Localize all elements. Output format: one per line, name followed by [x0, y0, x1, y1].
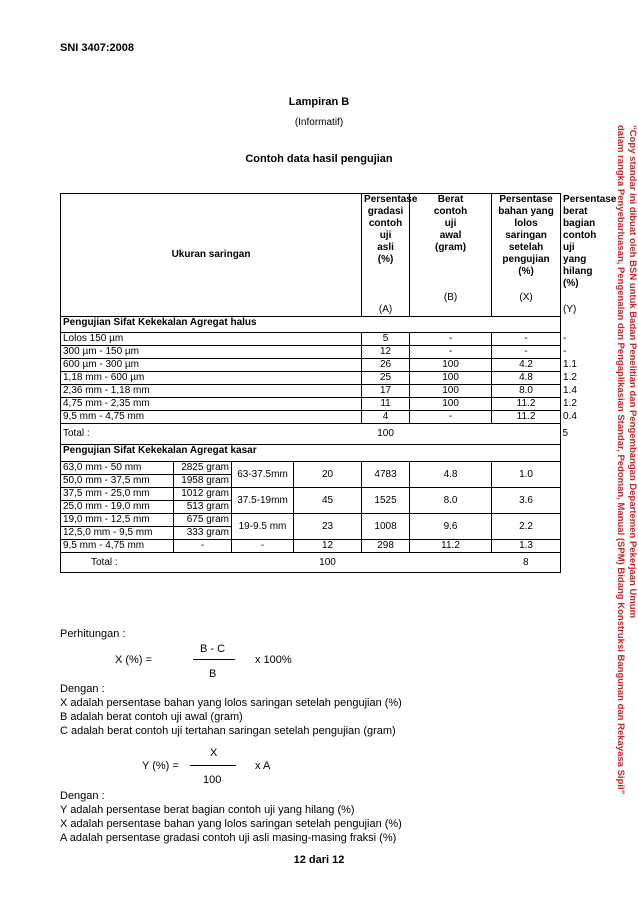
- header-col-b: Berat contoh uji awal (gram) (B): [410, 194, 492, 317]
- kasar-row: [61, 462, 561, 475]
- kasar-cell-range: 19-9.5 mm: [232, 514, 294, 540]
- halus-cell-x: 8.0: [492, 385, 561, 398]
- kasar-cell-a: 23: [294, 514, 362, 540]
- header-ukuran-saringan: Ukuran saringan: [61, 194, 362, 317]
- definition-x: X adalah persentase bahan yang lolos saringan setelah pengujian (%): [60, 697, 402, 709]
- halus-cell-b: -: [410, 346, 492, 359]
- halus-cell-ukuran: 4,75 mm - 2,35 mm: [61, 398, 362, 411]
- definition-c: C adalah berat contoh uji tertahan saringan setelah pengujian (gram): [60, 725, 396, 737]
- halus-cell-b: 100: [410, 372, 492, 385]
- halus-row: 300 µm - 150 µm 12 - - -: [61, 346, 561, 359]
- halus-cell-ukuran: 1,18 mm - 600 µm: [61, 372, 362, 385]
- halus-cell-ukuran: Lolos 150 µm: [61, 333, 362, 346]
- kasar-row: [61, 488, 561, 501]
- halus-cell-a: 26: [362, 359, 410, 372]
- halus-cell-ukuran: 2,36 mm - 1,18 mm: [61, 385, 362, 398]
- halus-cell-b: 100: [410, 359, 492, 372]
- kasar-cell-b: 1525: [362, 488, 410, 514]
- section-row-kasar: Pengujian Sifat Kekekalan Agregat kasar: [61, 445, 561, 462]
- kasar-cell-range: 37.5-19mm: [232, 488, 294, 514]
- appendix-type: (Informatif): [294, 117, 344, 128]
- appendix-title: Lampiran B: [288, 96, 350, 108]
- halus-cell-a: 17: [362, 385, 410, 398]
- page-number: 12 dari 12: [293, 854, 345, 866]
- total-row-halus: Total : 100 5: [61, 424, 561, 445]
- formula-y-lhs: Y (%) =: [142, 760, 179, 772]
- watermark-line-2: dalam rangka Penyebarluasan, Pengenalan dan Pengaplikasian Standar, Pedoman, Manual (SPM) Bidang Konstruksi Bangunan dan Rekayasa Sipil”: [615, 125, 626, 795]
- kasar-cell-r2: 50,0 mm - 37,5 mm: [61, 475, 174, 488]
- formula-y-numerator: X: [210, 747, 218, 759]
- halus-cell-ukuran: 600 µm - 300 µm: [61, 359, 362, 372]
- halus-cell-x: -: [492, 346, 561, 359]
- formula-y-multiplier: x A: [255, 760, 271, 772]
- halus-cell-x: 11.2: [492, 398, 561, 411]
- kasar-cell-g2: 1958 gram: [174, 475, 232, 488]
- halus-row: 2,36 mm - 1,18 mm 17 100 8.0 1.4: [61, 385, 561, 398]
- halus-cell-b: -: [410, 411, 492, 424]
- kasar-cell-b: 1008: [362, 514, 410, 540]
- halus-row: 1,18 mm - 600 µm 25 100 4.8 1.2: [61, 372, 561, 385]
- halus-row: Lolos 150 µm 5 - - -: [61, 333, 561, 346]
- halus-cell-x: 4.8: [492, 372, 561, 385]
- section-row-halus: Pengujian Sifat Kekekalan Agregat halus: [61, 317, 561, 333]
- kasar-cell-b: 4783: [362, 462, 410, 488]
- halus-cell-x: 4.2: [492, 359, 561, 372]
- halus-row: 4,75 mm - 2,35 mm 11 100 11.2 1.2: [61, 398, 561, 411]
- halus-cell-a: 5: [362, 333, 410, 346]
- definition-a: A adalah persentase gradasi contoh uji asli masing-masing fraksi (%): [60, 832, 397, 844]
- kasar-cell-a: 45: [294, 488, 362, 514]
- kasar-row: [61, 514, 561, 527]
- definition-x2: X adalah persentase bahan yang lolos saringan setelah pengujian (%): [60, 818, 402, 830]
- kasar-cell-range: 63-37.5mm: [232, 462, 294, 488]
- definition-b: B adalah berat contoh uji awal (gram): [60, 711, 243, 723]
- formula-x-denominator: B: [209, 668, 217, 680]
- kasar-cell-r1: 63,0 mm - 50 mm: [61, 462, 174, 475]
- halus-row: 600 µm - 300 µm 26 100 4.2 1.1: [61, 359, 561, 372]
- kasar-cell-x: 9.6: [410, 514, 492, 540]
- halus-cell-x: 11.2: [492, 411, 561, 424]
- kasar-cell-y: 2.2: [492, 514, 561, 540]
- results-table: [60, 193, 617, 573]
- formula-x-numerator: B - C: [200, 643, 226, 655]
- dengan-label-2: Dengan :: [60, 790, 105, 802]
- kasar-cell-r2: 25,0 mm - 19,0 mm: [61, 501, 174, 514]
- halus-cell-b: 100: [410, 385, 492, 398]
- kasar-cell-g1: 675 gram: [174, 514, 232, 527]
- halus-rows: [61, 333, 577, 424]
- halus-cell-a: 4: [362, 411, 410, 424]
- kasar-cell-g2: 513 gram: [174, 501, 232, 514]
- kasar-cell-g1: 2825 gram: [174, 462, 232, 475]
- copyright-watermark: [614, 125, 638, 905]
- halus-cell-b: -: [410, 333, 492, 346]
- watermark-line-1: “Copy standar ini dibuat oleh BSN untuk Badan Penelitian dan Pengembangan Departemen Pekerjaan Umum: [627, 125, 638, 619]
- total-row-kasar: Total : 100 8: [61, 553, 561, 573]
- perhitungan-label: Perhitungan :: [60, 628, 126, 640]
- dengan-label-1: Dengan :: [60, 683, 105, 695]
- header-col-a: Persentase gradasi contoh uji asli (%) (A): [362, 194, 410, 317]
- kasar-last-row: 9,5 mm - 4,75 mm - - 12 298 11.2 1.3: [61, 540, 561, 553]
- formula-y-fraction-bar: [190, 765, 236, 766]
- halus-cell-ukuran: 300 µm - 150 µm: [61, 346, 362, 359]
- kasar-cell-g2: 333 gram: [174, 527, 232, 540]
- section-title: Contoh data hasil pengujian: [245, 153, 393, 165]
- kasar-cell-r1: 37,5 mm - 25,0 mm: [61, 488, 174, 501]
- kasar-rows: [61, 462, 561, 540]
- kasar-cell-r2: 12,5,0 mm - 9,5 mm: [61, 527, 174, 540]
- kasar-cell-a: 20: [294, 462, 362, 488]
- header-col-x: Persentase bahan yang lolos saringan setelah pengujian (%) (X): [492, 194, 561, 317]
- document-header: SNI 3407:2008: [60, 42, 134, 54]
- kasar-cell-y: 3.6: [492, 488, 561, 514]
- formula-x-lhs: X (%) =: [115, 654, 152, 666]
- halus-cell-ukuran: 9,5 mm - 4,75 mm: [61, 411, 362, 424]
- kasar-cell-x: 8.0: [410, 488, 492, 514]
- formula-y-denominator: 100: [203, 774, 222, 786]
- halus-cell-a: 11: [362, 398, 410, 411]
- kasar-cell-g1: 1012 gram: [174, 488, 232, 501]
- kasar-cell-y: 1.0: [492, 462, 561, 488]
- halus-cell-a: 12: [362, 346, 410, 359]
- halus-cell-b: 100: [410, 398, 492, 411]
- formula-x-multiplier: x 100%: [255, 654, 292, 666]
- halus-cell-x: -: [492, 333, 561, 346]
- definition-y: Y adalah persentase berat bagian contoh uji yang hilang (%): [60, 804, 355, 816]
- table-header-row: Ukuran saringan Persentase gradasi contoh uji asli (%) (A) Berat contoh uji awal (gram) (B) Persentase bahan yang lolos saringan setelah pengujian (%) (X) Persentase berat bagian contoh uji yang hilang (%) (Y): [61, 194, 561, 317]
- halus-cell-a: 25: [362, 372, 410, 385]
- kasar-cell-x: 4.8: [410, 462, 492, 488]
- kasar-cell-r1: 19,0 mm - 12,5 mm: [61, 514, 174, 527]
- halus-row: 9,5 mm - 4,75 mm 4 - 11.2 0.4: [61, 411, 561, 424]
- formula-x-fraction-bar: [193, 659, 235, 660]
